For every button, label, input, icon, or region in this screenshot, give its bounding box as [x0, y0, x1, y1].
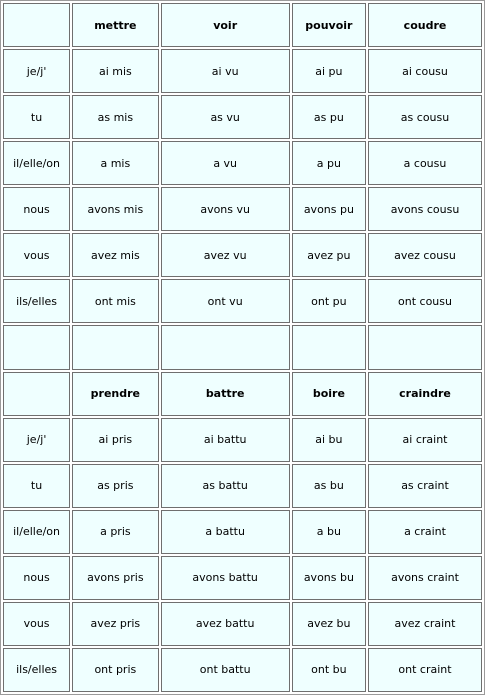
form-cell: a bu [292, 510, 366, 554]
form-cell: avez bu [292, 602, 366, 646]
table-row [3, 49, 482, 93]
form-cell: avons craint [368, 556, 482, 600]
pronoun-cell: tu [3, 95, 70, 139]
verb-header-row [3, 3, 482, 47]
verb-header: voir [161, 3, 290, 47]
form-cell: ai pu [292, 49, 366, 93]
form-cell: ont mis [72, 279, 158, 323]
pronoun-cell: il/elle/on [3, 141, 70, 185]
form-cell: avons pu [292, 187, 366, 231]
pronoun-cell: ils/elles [3, 648, 70, 692]
form-cell: ai craint [368, 418, 482, 462]
form-cell: ont battu [161, 648, 290, 692]
form-cell: avons mis [72, 187, 158, 231]
pronoun-cell: je/j' [3, 49, 70, 93]
verb-header-row [3, 372, 482, 416]
pronoun-cell: nous [3, 556, 70, 600]
form-cell: ont craint [368, 648, 482, 692]
form-cell: avez cousu [368, 233, 482, 277]
form-cell: a battu [161, 510, 290, 554]
form-cell: ai mis [72, 49, 158, 93]
form-cell: ont cousu [368, 279, 482, 323]
verb-header: boire [292, 372, 366, 416]
table-row [3, 187, 482, 231]
empty-corner-cell [3, 3, 70, 47]
form-cell: as cousu [368, 95, 482, 139]
form-cell: ont pris [72, 648, 158, 692]
verb-header: pouvoir [292, 3, 366, 47]
form-cell: avons battu [161, 556, 290, 600]
empty-corner-cell [3, 372, 70, 416]
form-cell: a craint [368, 510, 482, 554]
pronoun-cell: il/elle/on [3, 510, 70, 554]
table-row [3, 141, 482, 185]
table-row [3, 233, 482, 277]
form-cell: a cousu [368, 141, 482, 185]
form-cell: ont vu [161, 279, 290, 323]
form-cell: ont pu [292, 279, 366, 323]
form-cell: as mis [72, 95, 158, 139]
form-cell: a pu [292, 141, 366, 185]
empty-cell [3, 325, 70, 369]
form-cell: as pu [292, 95, 366, 139]
empty-cell [72, 325, 158, 369]
verb-header: mettre [72, 3, 158, 47]
empty-separator-row [3, 325, 482, 369]
form-cell: ai battu [161, 418, 290, 462]
empty-cell [368, 325, 482, 369]
table-row [3, 556, 482, 600]
pronoun-cell: vous [3, 602, 70, 646]
table-row [3, 279, 482, 323]
verb-header: craindre [368, 372, 482, 416]
verb-header: prendre [72, 372, 158, 416]
form-cell: a pris [72, 510, 158, 554]
form-cell: as vu [161, 95, 290, 139]
pronoun-cell: tu [3, 464, 70, 508]
verb-header: battre [161, 372, 290, 416]
table-row [3, 602, 482, 646]
form-cell: avons pris [72, 556, 158, 600]
table-row [3, 95, 482, 139]
form-cell: avez pris [72, 602, 158, 646]
form-cell: ai cousu [368, 49, 482, 93]
form-cell: as pris [72, 464, 158, 508]
form-cell: a vu [161, 141, 290, 185]
table-row [3, 464, 482, 508]
form-cell: avons cousu [368, 187, 482, 231]
pronoun-cell: vous [3, 233, 70, 277]
form-cell: as craint [368, 464, 482, 508]
form-cell: a mis [72, 141, 158, 185]
form-cell: avez craint [368, 602, 482, 646]
form-cell: avez pu [292, 233, 366, 277]
form-cell: avons vu [161, 187, 290, 231]
form-cell: avez battu [161, 602, 290, 646]
verb-header: coudre [368, 3, 482, 47]
form-cell: avons bu [292, 556, 366, 600]
form-cell: avez vu [161, 233, 290, 277]
pronoun-cell: nous [3, 187, 70, 231]
form-cell: ai pris [72, 418, 158, 462]
form-cell: avez mis [72, 233, 158, 277]
pronoun-cell: je/j' [3, 418, 70, 462]
table-row [3, 648, 482, 692]
table-row [3, 418, 482, 462]
form-cell: ai bu [292, 418, 366, 462]
table-row [3, 510, 482, 554]
empty-cell [161, 325, 290, 369]
form-cell: ai vu [161, 49, 290, 93]
pronoun-cell: ils/elles [3, 279, 70, 323]
form-cell: ont bu [292, 648, 366, 692]
form-cell: as battu [161, 464, 290, 508]
empty-cell [292, 325, 366, 369]
form-cell: as bu [292, 464, 366, 508]
